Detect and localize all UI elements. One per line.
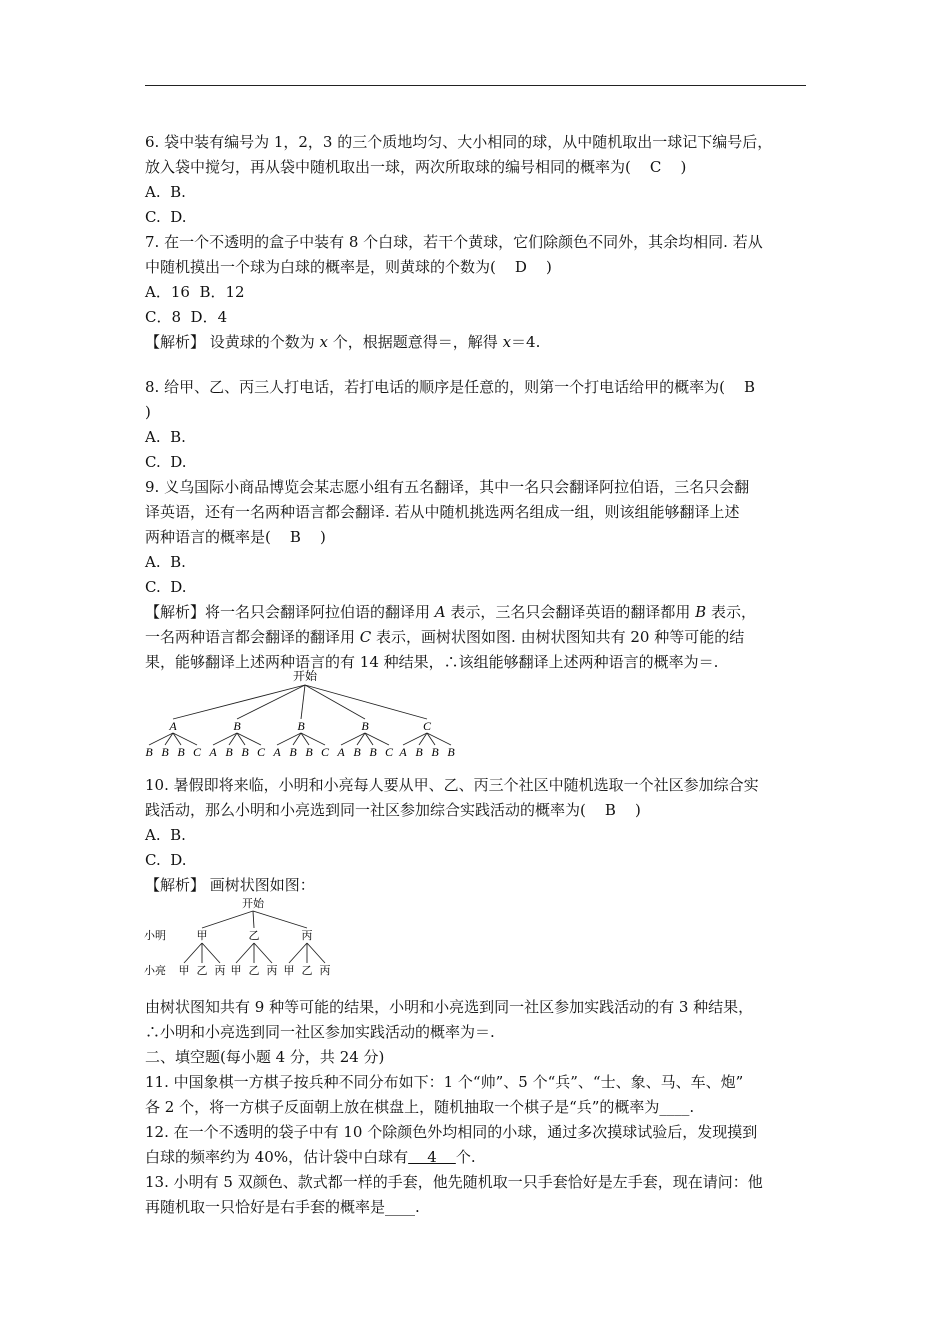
q6-options-ab: A. B. <box>145 183 186 201</box>
tree-leaf-label: B <box>431 745 439 759</box>
q7-analysis: 【解析】 设黄球的个数为 x 个，根据题意得＝，解得 x＝4. <box>145 333 541 351</box>
q9-options-cd: C. D. <box>145 578 187 596</box>
row-label-xiaoliang: 小亮 <box>144 965 166 977</box>
q10-analysis: 【解析】 画树状图如图： <box>145 876 315 894</box>
q13-line2: 再随机取一只恰好是右手套的概率是____. <box>145 1198 420 1216</box>
tree-branch <box>305 685 427 719</box>
q13-line1: 13. 小明有 5 双颜色、款式都一样的手套，他先随机取一只手套恰好是左手套，现在请问：他 <box>145 1173 763 1191</box>
tree-leaf-label: B <box>305 745 313 759</box>
tree-leaf-label: 乙 <box>248 965 260 977</box>
tree-leaf-label: B <box>177 745 185 759</box>
q8-options-ab: A. B. <box>145 428 186 446</box>
q9-line3: 两种语言的概率是( B ) <box>145 528 326 546</box>
tree-leaf-label: C <box>384 745 394 759</box>
tree-node-label: B <box>361 719 369 733</box>
q13-blank: ____ <box>385 1198 416 1216</box>
tree-branch <box>305 685 365 719</box>
q6-options-cd: C. D. <box>145 208 187 226</box>
q11-line2: 各 2 个，将一方棋子反面朝上放在棋盘上，随机抽取一个棋子是“兵”的概率为____. <box>145 1098 695 1116</box>
q9-line2: 译英语，还有一名两种语言都会翻译. 若从中随机挑选两名组成一组，则该组能够翻译上述 <box>145 503 740 521</box>
q8-options-cd: C. D. <box>145 453 187 471</box>
q9-analysis-3: 果，能够翻译上述两种语言的有 14 种结果，∴该组能够翻译上述两种语言的概率为＝. <box>145 653 719 671</box>
q7-options-ab: A．16 B．12 <box>145 283 245 301</box>
tree-leaf-label: B <box>353 745 361 759</box>
q9-options-ab: A. B. <box>145 553 186 571</box>
tree-leaf-label: B <box>447 745 455 759</box>
q7-line2: 中随机摸出一个球为白球的概率是，则黄球的个数为( D ) <box>145 258 552 276</box>
tree-branch <box>202 943 220 963</box>
q11-line1: 11. 中国象棋一方棋子按兵种不同分布如下：1 个“帅”、5 个“兵”、“士、象、马、车、炮” <box>145 1073 744 1091</box>
q10-tree-diagram <box>140 893 340 985</box>
tree-root-label: 开始 <box>242 898 264 910</box>
tree-leaf-label: 乙 <box>301 965 313 977</box>
tree-branch <box>184 943 202 963</box>
q8-line2: ) <box>145 403 151 421</box>
q10-conclusion-2: ∴小明和小亮选到同一社区参加实践活动的概率为＝. <box>145 1023 495 1041</box>
tree-node-label: B <box>233 719 241 733</box>
tree-leaf-label: A <box>337 745 345 759</box>
tree-leaf-label: 乙 <box>196 965 208 977</box>
tree-root-label: 开始 <box>292 669 318 683</box>
tree-leaf-label: B <box>415 745 423 759</box>
tree-branch <box>173 685 305 719</box>
tree-branch <box>307 943 325 963</box>
tree-branch <box>289 943 307 963</box>
q10-options-ab: A. B. <box>145 826 186 844</box>
tree-node-label: B <box>297 719 305 733</box>
q9-analysis-1: 【解析】将一名只会翻译阿拉伯语的翻译用 A 表示，三名只会翻译英语的翻译都用 B 表示， <box>145 603 756 621</box>
tree-leaf-label: 丙 <box>319 965 331 977</box>
tree-leaf-label: A <box>399 745 407 759</box>
tree-leaf-label: B <box>145 745 153 759</box>
tree-leaf-label: A <box>273 745 281 759</box>
tree-branch <box>202 911 253 928</box>
q12-answer: 4 <box>408 1148 456 1166</box>
q10-line2: 践活动，那么小明和小亮选到同一社区参加综合实践活动的概率为( B ) <box>145 801 641 819</box>
q10-conclusion-1: 由树状图知共有 9 种等可能的结果，小明和小亮选到同一社区参加实践活动的有 3 种结果， <box>145 998 754 1016</box>
tree-branch <box>237 685 305 719</box>
q9-line1: 9. 义乌国际小商品博览会某志愿小组有五名翻译，其中一名只会翻译阿拉伯语，三名只会翻 <box>145 478 750 496</box>
tree-node-label: C <box>422 719 432 733</box>
q9-analysis-2: 一名两种语言都会翻译的翻译用 C 表示，画树状图如图. 由树状图知共有 20 种等可能的结 <box>145 628 745 646</box>
row-label-xiaoming: 小明 <box>144 930 166 942</box>
tree-node-label: 甲 <box>196 930 208 942</box>
tree-leaf-label: B <box>369 745 377 759</box>
tree-leaf-label: C <box>192 745 202 759</box>
tree-branch <box>253 911 254 928</box>
tree-branch <box>253 911 307 928</box>
tree-leaf-label: 甲 <box>230 965 242 977</box>
q6-line1: 6. 袋中装有编号为 1，2，3 的三个质地均匀、大小相同的球，从中随机取出一球记下编号后， <box>145 133 773 151</box>
tree-leaf-label: C <box>320 745 330 759</box>
q8-line1: 8. 给甲、乙、丙三人打电话，若打电话的顺序是任意的，则第一个打电话给甲的概率为( B <box>145 378 756 396</box>
q11-blank: ____ <box>659 1098 690 1116</box>
tree-leaf-label: 丙 <box>214 965 226 977</box>
tree-leaf-label: C <box>256 745 266 759</box>
tree-leaf-label: B <box>161 745 169 759</box>
tree-node-label: A <box>169 719 177 733</box>
tree-branch <box>236 943 254 963</box>
q10-line1: 10. 暑假即将来临，小明和小亮每人要从甲、乙、丙三个社区中随机选取一个社区参加综合实 <box>145 776 759 794</box>
tree-node-label: 乙 <box>248 930 260 942</box>
q7-options-cd: C．8 D．4 <box>145 308 228 326</box>
header-rule <box>145 85 806 86</box>
tree-leaf-label: B <box>289 745 297 759</box>
tree-leaf-label: 丙 <box>266 965 278 977</box>
tree-branch <box>254 943 272 963</box>
tree-leaf-label: 甲 <box>283 965 295 977</box>
q10-options-cd: C. D. <box>145 851 187 869</box>
tree-leaf-label: B <box>241 745 249 759</box>
tree-leaf-label: A <box>209 745 217 759</box>
q12-line2: 白球的频率约为 40%，估计袋中白球有 4 个. <box>145 1148 476 1166</box>
tree-leaf-label: B <box>225 745 233 759</box>
tree-node-label: 丙 <box>301 930 313 942</box>
q9-tree-diagram <box>140 668 470 768</box>
q6-line2: 放入袋中搅匀，再从袋中随机取出一球，两次所取球的编号相同的概率为( C ) <box>145 158 687 176</box>
q7-line1: 7. 在一个不透明的盒子中装有 8 个白球，若干个黄球，它们除颜色不同外，其余均相同. 若从 <box>145 233 763 251</box>
q12-line1: 12. 在一个不透明的袋子中有 10 个除颜色外均相同的小球，通过多次摸球试验后，发现摸到 <box>145 1123 758 1141</box>
tree-leaf-label: 甲 <box>178 965 190 977</box>
section-2-heading: 二、填空题(每小题 4 分，共 24 分) <box>145 1048 385 1066</box>
tree-branch <box>301 685 305 719</box>
